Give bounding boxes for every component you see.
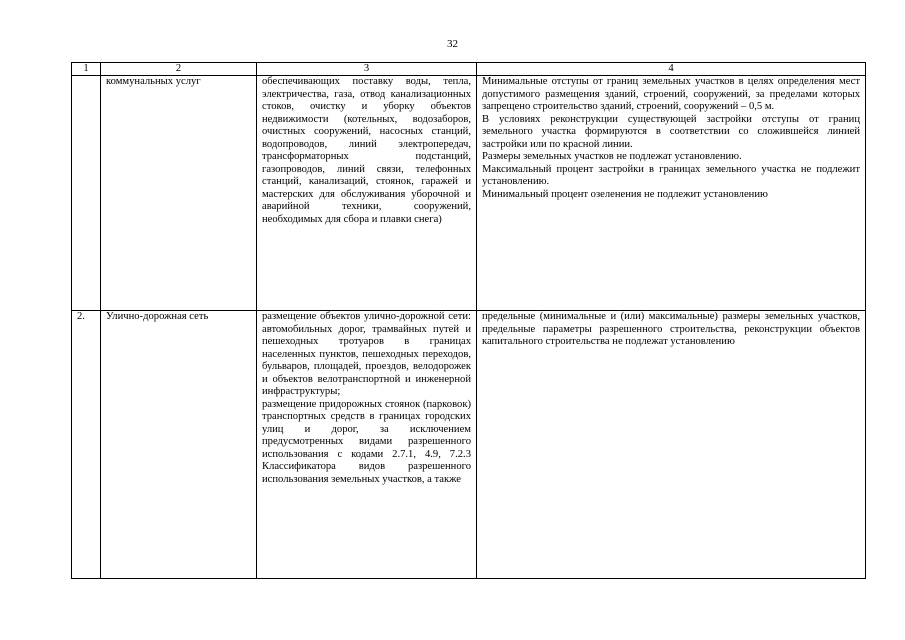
table-row — [72, 311, 866, 579]
land-use-description-cell — [257, 76, 477, 311]
regulations-table — [71, 62, 866, 579]
header-cell-4: 4 — [477, 63, 866, 76]
parameters-paragraph: Минимальный процент озеленения не подлежит установлению — [482, 188, 768, 200]
description-paragraph: размещение объектов улично-дорожной сети: автомобильных дорог, трамвайных путей и пешеходных тротуаров в границах населенных пунктов, пешеходных переходов, бульваров, площадей, проездов, велодорожек и объектов велотранспортной и инженерной инфраструктуры; — [262, 311, 471, 397]
land-use-name-cell: коммунальных услуг — [101, 76, 257, 311]
parameters-paragraph: Максимальный процент застройки в границах земельного участка не подлежит установлению. — [482, 163, 860, 187]
row-number-cell — [72, 76, 101, 311]
header-cell-2: 2 — [101, 63, 257, 76]
parameters-paragraph: В условиях реконструкции существующей застройки отступы от границ земельного участка формируются в соответствии со сложившейся линией застройки или по красной линии. — [482, 113, 860, 150]
header-cell-1: 1 — [72, 63, 101, 76]
header-cell-3: 3 — [257, 63, 477, 76]
parameters-cell — [477, 76, 866, 311]
description-paragraph: обеспечивающих поставку воды, тепла, электричества, газа, отвод канализационных стоков, очистку и уборку объектов недвижимости (котельных, водозаборов, очистных сооружений, насосных станций, водопроводов, линий электропередач, трансформаторных подстанций, газопроводов, линий связи, телефонных станций, канализаций, стоянок, гаражей и мастерских для обслуживания уборочной и аварийной техники, сооружений, необходимых для сбора и плавки снега) — [262, 76, 471, 225]
parameters-paragraph: Размеры земельных участков не подлежат установлению. — [482, 151, 742, 162]
description-paragraph: размещение придорожных стоянок (парковок) транспортных средств в границах городских улиц и дорог, за исключением предусмотренных видами разрешенного использования с кодами 2.7.1, 4.9, 7.2.3 Классификатора видов разрешенного использования земельных участков, а также — [262, 398, 471, 485]
parameters-paragraph: предельные (минимальные и (или) максимальные) размеры земельных участков, предельные параметры разрешенного строительства, реконструкции объектов капитального строительства не подлежат установлению — [482, 311, 860, 347]
parameters-cell — [477, 311, 866, 579]
parameters-paragraph: Минимальные отступы от границ земельных участков в целях определения мест допустимого размещения зданий, строений, сооружений, за пределами которых запрещено строительство зданий, строений, сооружений – 0,5 м. — [482, 76, 860, 112]
page-number: 32 — [447, 38, 458, 50]
table-header-row — [72, 63, 866, 76]
row-number-cell: 2. — [72, 311, 101, 579]
land-use-description-cell — [257, 311, 477, 579]
table-row — [72, 76, 866, 311]
land-use-name-cell: Улично-дорожная сеть — [101, 311, 257, 579]
